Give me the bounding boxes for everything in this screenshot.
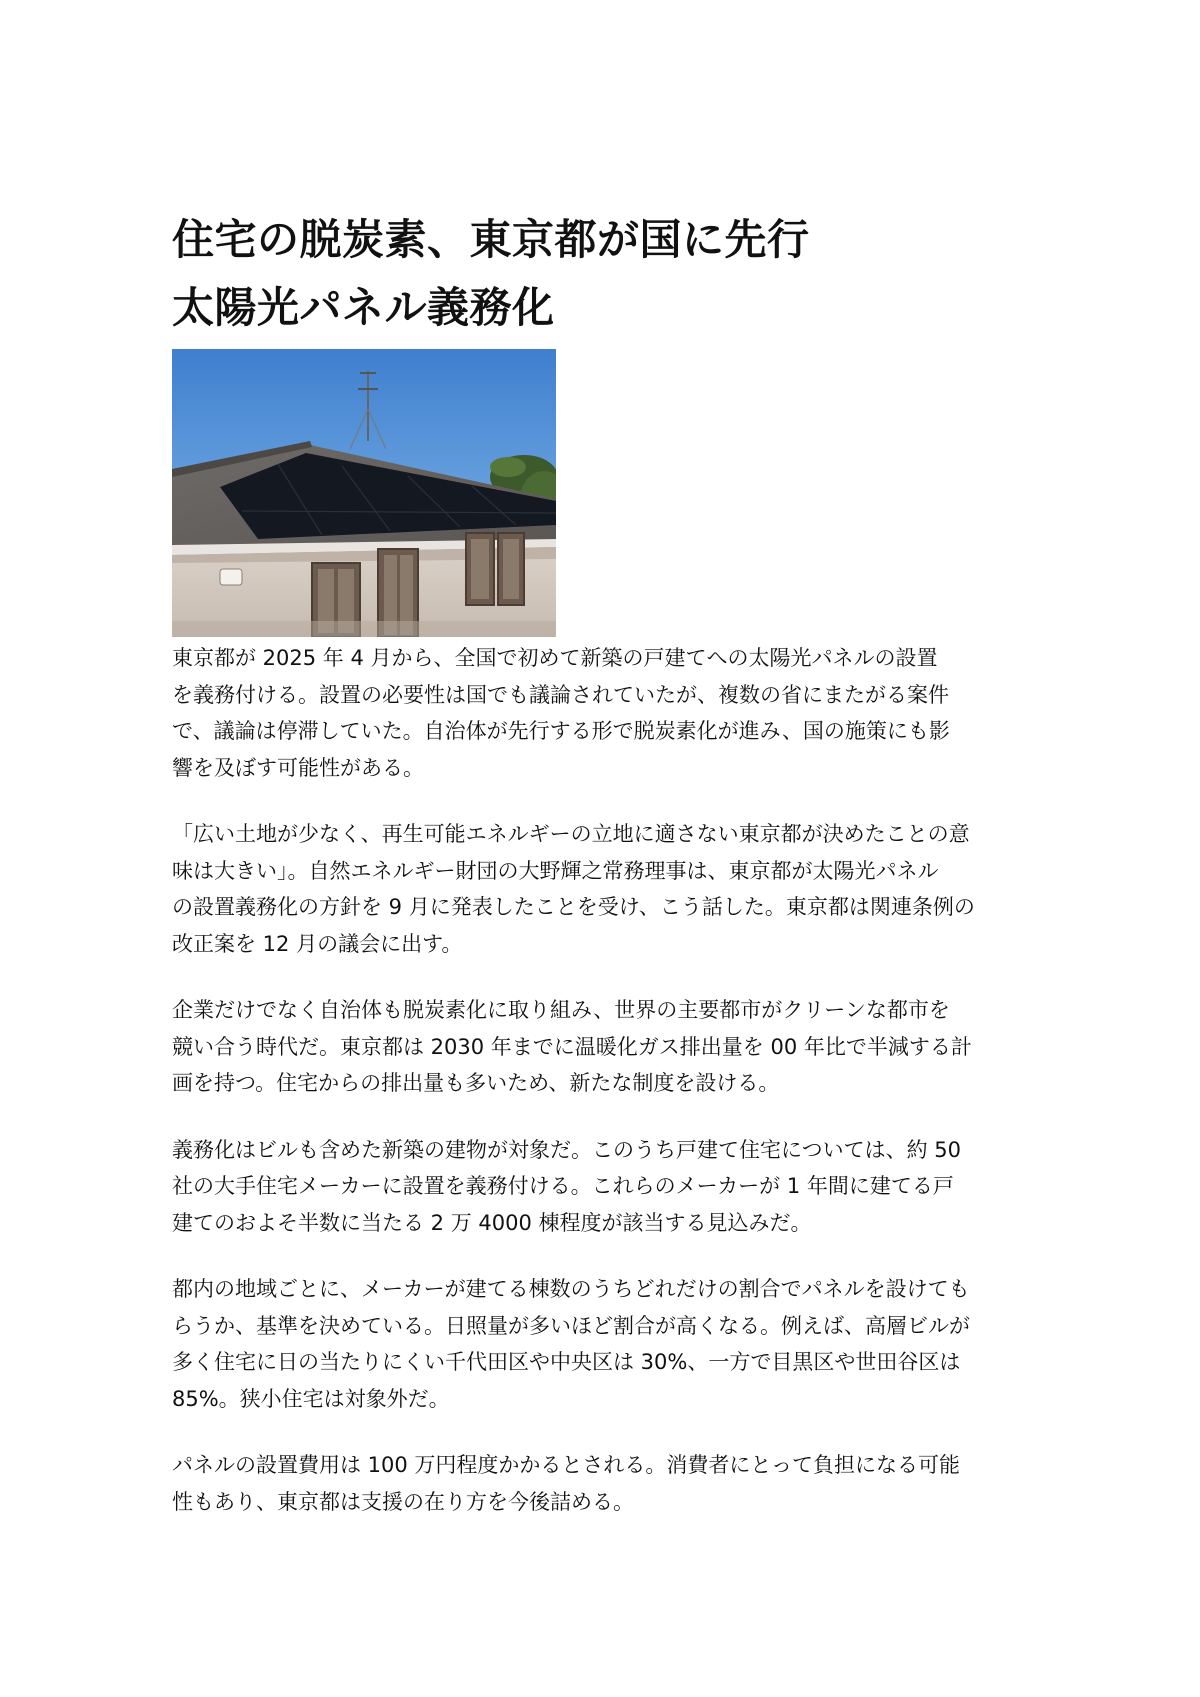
article-paragraph xyxy=(172,1132,1040,1242)
article-paragraph xyxy=(172,816,1040,962)
paragraph-line: 味は大きい」。自然エネルギー財団の大野輝之常務理事は、東京都が太陽光パネル xyxy=(172,858,939,883)
paragraph-line: 画を持つ。住宅からの排出量も多いため、新たな制度を設ける。 xyxy=(172,1071,780,1095)
paragraph-line: 社の大手住宅メーカーに設置を義務付ける。これらのメーカーが 1 年間に建てる戸 xyxy=(172,1174,954,1198)
article-paragraph xyxy=(172,640,1040,786)
article-paragraph xyxy=(172,1271,1040,1417)
paragraph-line: パネルの設置費用は 100 万円程度かかるとされる。消費者にとって負担になる可能 xyxy=(172,1453,961,1477)
house-with-solar-panels-photo xyxy=(172,349,556,637)
paragraph-line: 性もあり、東京都は支援の在り方を今後詰める。 xyxy=(172,1489,634,1514)
paragraph-line: らうか、基準を決めている。日照量が多いほど割合が高くなる。例えば、高層ビルが xyxy=(172,1313,970,1338)
paragraph-line: 改正案を 12 月の議会に出す。 xyxy=(172,931,463,956)
paragraph-line: で、議論は停滞していた。自治体が先行する形で脱炭素化が進み、国の施策にも影 xyxy=(172,719,950,743)
paragraph-line: 85%。狭小住宅は対象外だ。 xyxy=(172,1386,450,1411)
paragraph-line: を義務付ける。設置の必要性は国でも議論されていたが、複数の省にまたがる案件 xyxy=(172,682,949,707)
headline-line-1: 住宅の脱炭素、東京都が国に先行 xyxy=(172,215,810,264)
paragraph-line: 響を及ぼす可能性がある。 xyxy=(172,755,424,780)
article-body xyxy=(172,640,1040,1550)
paragraph-line: 多く住宅に日の当たりにくい千代田区や中央区は 30%、一方で目黒区や世田谷区は xyxy=(172,1350,961,1374)
article-paragraph xyxy=(172,1447,1040,1520)
paragraph-line: 建てのおよそ半数に当たる 2 万 4000 棟程度が該当する見込みだ。 xyxy=(172,1210,812,1235)
paragraph-line: 企業だけでなく自治体も脱炭素化に取り組み、世界の主要都市がクリーンな都市を xyxy=(172,998,950,1022)
paragraph-line: 東京都が 2025 年 4 月から、全国で初めて新築の戸建てへの太陽光パネルの設置 xyxy=(172,646,938,670)
paragraph-line: 競い合う時代だ。東京都は 2030 年までに温暖化ガス排出量を 00 年比で半減する計 xyxy=(172,1034,972,1059)
paragraph-line: 都内の地域ごとに、メーカーが建てる棟数のうちどれだけの割合でパネルを設けても xyxy=(172,1277,970,1301)
headline xyxy=(172,206,1072,342)
paragraph-line: 義務化はビルも含めた新築の建物が対象だ。このうち戸建て住宅については、約 50 xyxy=(172,1137,961,1162)
headline-line-2: 太陽光パネル義務化 xyxy=(172,283,555,332)
article-paragraph xyxy=(172,992,1040,1102)
paragraph-line: の設置義務化の方針を 9 月に発表したことを受け、こう話した。東京都は関連条例の xyxy=(172,895,975,919)
paragraph-line: 「広い土地が少なく、再生可能エネルギーの立地に適さない東京都が決めたことの意 xyxy=(172,822,970,846)
